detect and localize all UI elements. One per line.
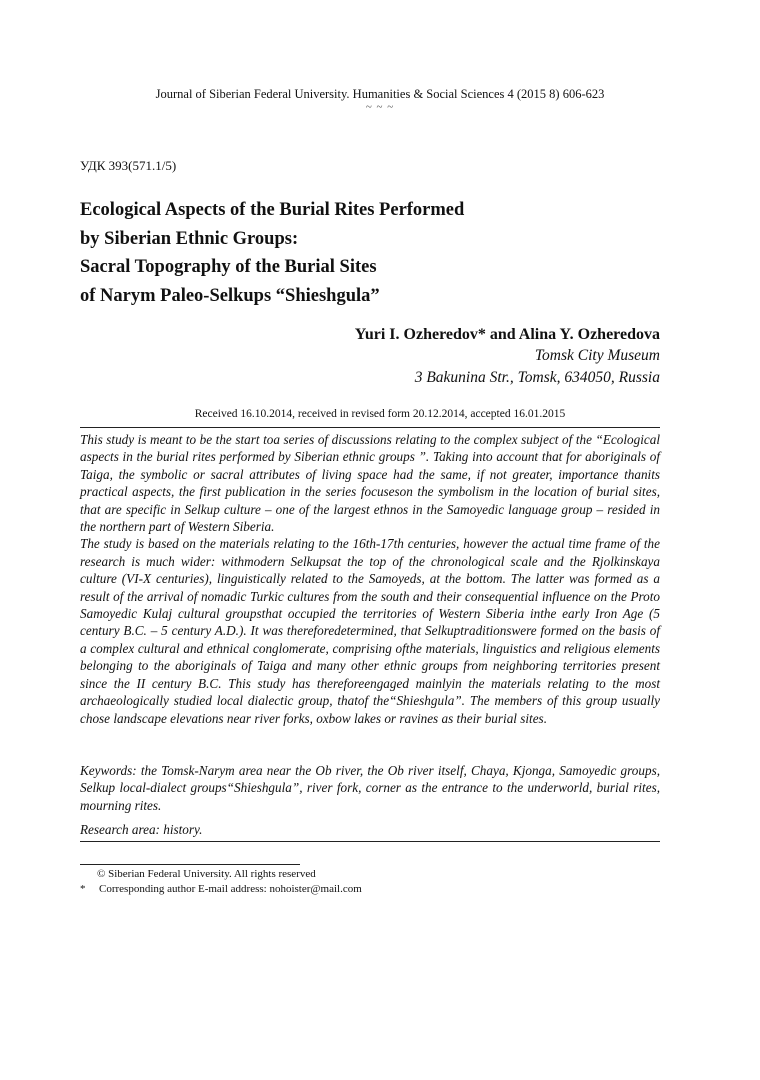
abstract-top-rule xyxy=(80,427,660,428)
abstract xyxy=(80,431,660,727)
title-line: Ecological Aspects of the Burial Rites Performed xyxy=(80,200,465,220)
title-line: of Narym Paleo-Selkups “Shieshgula” xyxy=(80,285,380,306)
research-area: Research area: history. xyxy=(80,822,203,837)
title-line: Sacral Topography of the Burial Sites xyxy=(80,257,377,278)
abstract-bottom-rule xyxy=(80,841,660,842)
udk-code: УДК 393(571.1/5) xyxy=(80,158,177,173)
abstract-paragraph: This study is meant to be the start toa series of discussions relating to the complex subject of the “Ecological aspects in the burial rites performed by Siberian ethnic groups ”. Taking into account that for aboriginals of Taiga, the symbolic or sacral attributes of living space had the same, if not greater, importance thanits practical aspects, the first publication in the series focuseson the symbolism in the location of burial sites, that are specific in Selkup culture – one of the largest ethnos in the Samoyedic language group – resided in the northern part of Western Siberia. xyxy=(80,432,660,535)
footnote-asterisk: * xyxy=(80,883,86,895)
corresponding-author-footnote xyxy=(80,882,362,896)
keywords: Keywords: the Tomsk-Narym area near the Ob river, the Ob river itself, Chaya, Kjonga, Samoyedic groups, Selkup local-dialect groups“Shieshgula”, river fork, corner as the entrance to the underworld, burial rites, mourning rites. xyxy=(80,763,660,813)
copyright-footnote: © Siberian Federal University. All rights reserved xyxy=(97,868,316,880)
received-dates: Received 16.10.2014, received in revised form 20.12.2014, accepted 16.01.2015 xyxy=(194,408,566,420)
footnote-rule xyxy=(80,864,300,865)
corresponding-email[interactable]: Corresponding author E-mail address: nohoister@mail.com xyxy=(99,883,362,895)
article-title xyxy=(80,196,680,310)
header-separator: ~ ~ ~ xyxy=(365,101,395,113)
title-line: by Siberian Ethnic Groups: xyxy=(80,228,299,249)
abstract-paragraph: The study is based on the materials relating to the 16th-17th centuries, however the actual time frame of the research is much wider: withmodern Selkupsat the top of the chronological scale and the Rjolkinskaya culture (VI-X centuries), linguistically related to the Samoyeds, at the bottom. The latter was formed as a result of the arrival of nomadic Turkic cultures from the south and their consequential influence on the Proto Samoyedic Kulaj cultural groupsthat occupied the territories of Western Siberia inthe early Iron Age (5 century B.C. – 5 century A.D.). It was thereforedetermined, that Selkuptraditionswere formed on the basis of a complex cultural and ethnical conglomerate, comprising ofthe materials, linguistics and religious elements belonging to the aboriginals of Taiga and many other ethnic groups from neighboring territories present since the II century B.C. This study has thereforeengaged mainlyin the materials relating to the most archaeologically studied local dialectic group, thatof the“Shieshgula”. The members of this group usually chose landscape elevations near river forks, oxbow lakes or ravines as their burial sites. xyxy=(80,536,660,726)
author-address: 3 Bakunina Str., Tomsk, 634050, Russia xyxy=(414,369,660,386)
author-names: Yuri I. Ozheredov* and Alina Y. Ozheredova xyxy=(354,326,660,343)
author-institution: Tomsk City Museum xyxy=(534,347,660,364)
journal-running-header: Journal of Siberian Federal University. Humanities & Social Sciences 4 (2015 8) 606-623 xyxy=(155,87,605,101)
